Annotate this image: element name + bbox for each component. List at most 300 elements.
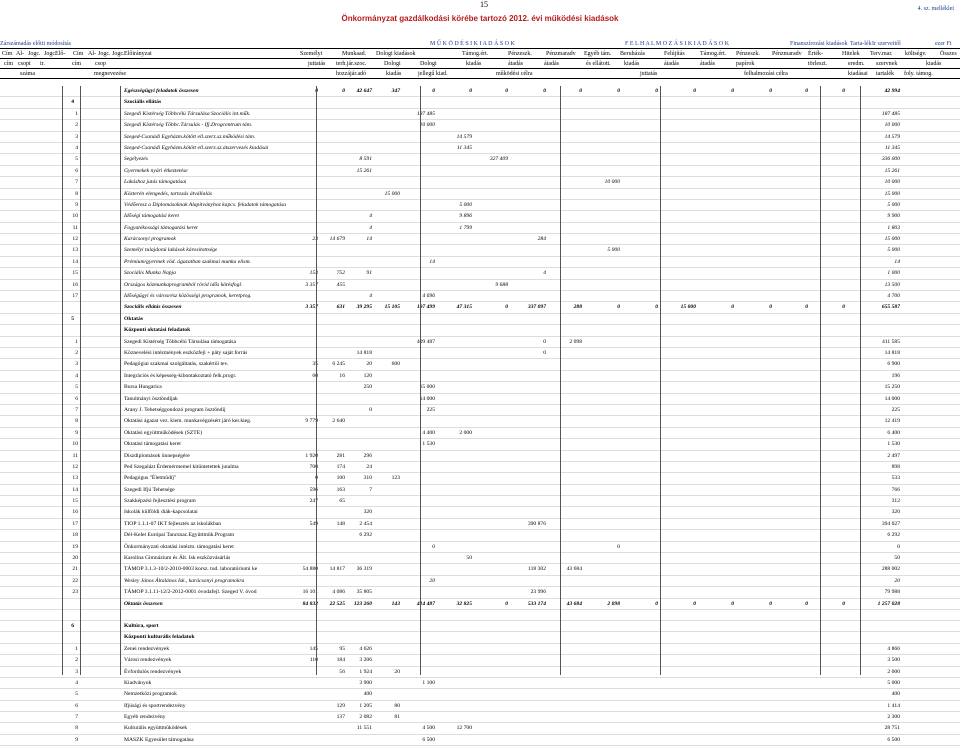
- cell-value: 1 803: [887, 224, 900, 231]
- cell-value: 15 105: [384, 304, 400, 311]
- cell-value: 0: [315, 88, 318, 94]
- row-number: 15: [72, 498, 78, 505]
- cell-value: 23: [312, 236, 318, 243]
- table-row: [0, 451, 960, 462]
- cell-value: 16: [339, 372, 345, 379]
- header-column-label: Jogc.: [28, 51, 41, 57]
- row-number: 4: [75, 144, 78, 151]
- cell-value: 20: [429, 577, 435, 584]
- table-row: [0, 485, 960, 496]
- header-column-label: Al-: [88, 51, 96, 57]
- table-row: [0, 689, 960, 700]
- header-column-label: Támog.ért.: [700, 51, 727, 57]
- cell-value: 0: [469, 88, 472, 94]
- cell-value: 225: [891, 406, 900, 413]
- header-column-label: hozzájár.adó: [336, 71, 367, 77]
- table-row: [0, 587, 960, 598]
- row-number: 3: [75, 361, 78, 368]
- page-title: Önkormányzat gazdálkodási körébe tartozó 2012. évi működési kiadások: [341, 14, 619, 23]
- cell-value: 174: [336, 463, 345, 470]
- cell-value: 14: [429, 258, 435, 265]
- row-number: 2: [75, 349, 78, 356]
- header-group-label: Finanszírozási kiadások: [790, 41, 848, 47]
- cell-value: 14 817: [329, 566, 345, 573]
- table-row: [0, 245, 960, 256]
- row-number: 16: [72, 509, 78, 516]
- table-row: [0, 291, 960, 302]
- table-row: [0, 166, 960, 177]
- row-number: 5: [75, 156, 78, 163]
- table-row: [0, 325, 960, 336]
- header-column-label: Hitelek: [842, 51, 860, 57]
- cell-value: 312: [891, 498, 900, 505]
- cell-value: 0: [769, 600, 772, 607]
- row-number: 6: [75, 167, 78, 174]
- cell-value: 10 000: [604, 179, 620, 186]
- header-column-label: Beruházás: [620, 51, 645, 57]
- row-label: Integrációs és képesség-kibontakoztató felk.progr.: [124, 372, 237, 379]
- row-label: Országos közmunkaprogramból rövid idős kötésfogl.: [124, 281, 243, 288]
- row-number: 5: [71, 315, 74, 322]
- header-column-label: Jogc.: [98, 51, 111, 57]
- header-column-label: kiadás: [386, 71, 402, 77]
- row-label: Szeged-Csanádi Egyházm.kötött ell.szerz.sz.működési tám.: [124, 133, 256, 140]
- row-number: 14: [72, 258, 78, 265]
- cell-value: 288: [573, 304, 582, 311]
- table-row: [0, 519, 960, 530]
- row-number: 11: [72, 224, 78, 231]
- row-label: Köznevelési intézmények eszközfejl + páty saját forrás: [124, 349, 248, 356]
- row-label: Karolina Gimnázium és Ált. Isk eszközvásárlás: [124, 555, 231, 562]
- header-column-label: kiadás: [466, 61, 482, 67]
- column-rule: [420, 86, 421, 675]
- row-label: Prémium/gyermek vöd. ágazatban szakmai munka elism.: [124, 258, 251, 265]
- cell-value: 14 000: [419, 395, 435, 402]
- cell-value: 1 000: [887, 270, 900, 277]
- cell-value: 0: [693, 600, 696, 607]
- cell-value: 0: [315, 475, 318, 482]
- cell-value: 394 027: [881, 520, 900, 527]
- cell-value: 43 684: [566, 566, 582, 573]
- header-rule: [0, 68, 960, 69]
- cell-value: 9 896: [459, 213, 472, 220]
- cell-value: 184: [336, 657, 345, 664]
- cell-value: 533: [891, 475, 900, 482]
- cell-value: 12 419: [884, 418, 900, 425]
- cell-value: 60: [312, 372, 318, 379]
- row-number: 23: [72, 589, 78, 596]
- cell-value: 187 485: [881, 110, 900, 117]
- cell-value: 0: [805, 304, 808, 311]
- cell-value: 0: [769, 88, 772, 94]
- cell-value: 400: [891, 691, 900, 698]
- table-row: [0, 462, 960, 473]
- cell-value: 0: [543, 338, 546, 345]
- row-number: 15: [72, 270, 78, 277]
- cell-value: 2 098: [607, 600, 620, 607]
- row-number: 3: [75, 668, 78, 675]
- row-label: Védőeresz a Diplomásoknak Alapítványhoz kapcs. feladatok támogatása: [124, 201, 287, 208]
- row-label: Diszdiplomások ünnepségére: [124, 452, 190, 459]
- header-column-label: Munkaad.: [342, 51, 367, 57]
- header-column-label: Érték-: [808, 51, 823, 57]
- row-label: Karácsonyi programok: [124, 236, 176, 243]
- cell-value: 898: [891, 463, 900, 470]
- cell-value: 1 799: [459, 224, 472, 231]
- row-label: Oktatási együttműködések (SZTE): [124, 429, 202, 436]
- table-row: [0, 337, 960, 348]
- cell-value: 1 530: [887, 441, 900, 448]
- header-column-label: átadás: [544, 61, 559, 67]
- table-row: [0, 86, 960, 97]
- cell-value: 1 205: [359, 702, 372, 709]
- header-column-label: Támog.ért.: [462, 51, 489, 57]
- row-number: 11: [72, 452, 78, 459]
- header-column-label: Pénzmaradv: [772, 51, 802, 57]
- table-row: [0, 211, 960, 222]
- cell-value: 11 345: [457, 144, 472, 151]
- row-label: Pedagógiai szakmai szolgáltatás, szakértői tev.: [124, 361, 229, 368]
- cell-value: 0: [655, 600, 658, 607]
- header-column-label: átadás: [508, 61, 523, 67]
- cell-value: 2 000: [459, 429, 472, 436]
- cell-value: 766: [891, 486, 900, 493]
- row-number: 17: [72, 520, 78, 527]
- header-column-label: Felújítás: [664, 51, 685, 57]
- row-label: Időségügyi és városrész közösségi programok, keretprog.: [124, 293, 252, 300]
- cell-value: 3 500: [887, 657, 900, 664]
- cell-value: 5 000: [459, 201, 472, 208]
- cell-value: 0: [617, 543, 620, 550]
- cell-value: 15 000: [884, 190, 900, 197]
- cell-value: 118 302: [528, 566, 546, 573]
- cell-value: 390 876: [527, 520, 546, 527]
- row-label: Szegedi Ifjú Tehetsége: [124, 486, 175, 493]
- header-column-label: csop: [95, 61, 106, 67]
- table-row: [0, 302, 960, 313]
- row-label: TIOP 1.1.1-07 IKT fejlesztés az iskolákban: [124, 520, 222, 527]
- cell-value: 1 257 028: [877, 600, 900, 607]
- row-label: Szociális ellátás: [124, 99, 162, 106]
- header-column-label: Jogc.: [112, 51, 125, 57]
- header-rule: [0, 78, 960, 79]
- row-label: Gyermekek nyári étkeztetése: [124, 167, 188, 174]
- header-column-label: Al-: [16, 51, 24, 57]
- cell-value: 2 098: [569, 338, 582, 345]
- cell-value: 28 751: [884, 725, 900, 732]
- cell-value: 32 825: [456, 600, 472, 607]
- table-row: [0, 359, 960, 370]
- cell-value: 56: [339, 668, 345, 675]
- header-column-label: cím: [72, 61, 81, 67]
- cell-value: 6 292: [887, 532, 900, 539]
- header-column-label: száma: [20, 71, 35, 77]
- cell-value: 39 295: [356, 304, 372, 311]
- cell-value: 336 000: [881, 156, 900, 163]
- cell-value: 35 805: [356, 589, 372, 596]
- row-number: 12: [72, 463, 78, 470]
- header-column-label: Dologi: [384, 61, 401, 67]
- cell-value: 400: [363, 691, 372, 698]
- table-row: [0, 405, 960, 416]
- cell-value: 0: [505, 88, 508, 94]
- row-label: Központi oktatási feladatok: [124, 327, 191, 334]
- row-label: Időségi támogatási keret: [124, 213, 180, 220]
- row-label: Szegedi Kistérség Többcélú Társulása támogatása: [124, 338, 236, 345]
- table-row: [0, 610, 960, 621]
- column-rule: [860, 86, 861, 675]
- header-column-label: Személyi: [300, 51, 323, 57]
- cell-value: 0: [369, 406, 372, 413]
- cell-value: 5 000: [607, 247, 620, 254]
- row-label: Szociális Munka Napja: [124, 270, 176, 277]
- table-row: [0, 667, 960, 678]
- row-label: Ped Szegalázt Érdemérmemel kitüntetettek jutalma: [124, 463, 239, 470]
- annex-label: 4. sz. melléklet: [917, 6, 954, 12]
- cell-value: 24: [366, 463, 372, 470]
- cell-value: 0: [897, 543, 900, 550]
- cell-value: 43 684: [566, 600, 582, 607]
- cell-value: 12 700: [456, 725, 472, 732]
- row-number: 10: [72, 441, 78, 448]
- cell-value: 14: [366, 236, 372, 243]
- row-number: 17: [72, 293, 78, 300]
- row-label: Nemzetközi programok: [124, 691, 177, 698]
- cell-value: 1 100: [422, 679, 435, 686]
- cell-value: 197 499: [416, 304, 435, 311]
- cell-value: 145: [309, 645, 318, 652]
- table-row: [0, 599, 960, 610]
- cell-value: 247: [309, 498, 318, 505]
- cell-value: 9 900: [887, 213, 900, 220]
- cell-value: 153: [309, 270, 318, 277]
- header-column-label: Cím: [2, 51, 13, 57]
- table-row: [0, 416, 960, 427]
- column-rule: [820, 86, 821, 675]
- row-number: 6: [75, 395, 78, 402]
- cell-value: 0: [805, 88, 808, 94]
- header-column-label: terh.jár.szoc.: [336, 61, 367, 67]
- row-label: Egészségügyi feladatok összesen: [124, 88, 199, 94]
- row-number: 7: [75, 179, 78, 186]
- cell-value: 4 626: [359, 645, 372, 652]
- cell-value: 600: [391, 361, 400, 368]
- cell-value: 20: [394, 668, 400, 675]
- cell-value: 700: [309, 463, 318, 470]
- header-group-label: M Ű K Ö D É S I K I A D Á S O K: [430, 41, 515, 47]
- cell-value: 0: [842, 600, 845, 607]
- cell-value: 549: [309, 520, 318, 527]
- table-row: [0, 530, 960, 541]
- cell-value: 1 530: [422, 441, 435, 448]
- cell-value: 100: [336, 475, 345, 482]
- header-group-label: Ir szerveitől: [872, 41, 901, 47]
- table-row: [0, 371, 960, 382]
- table-row: [0, 553, 960, 564]
- row-number: 5: [75, 384, 78, 391]
- row-number: 14: [72, 486, 78, 493]
- row-number: 12: [72, 236, 78, 243]
- cell-value: 80: [394, 702, 400, 709]
- table-row: [0, 223, 960, 234]
- cell-value: 2 082: [359, 714, 372, 721]
- cell-value: 2 497: [887, 452, 900, 459]
- table-row: [0, 564, 960, 575]
- row-label: MASZK Egyesület támogatása: [124, 736, 194, 743]
- cell-value: 6 400: [887, 429, 900, 436]
- row-label: Oktatás összesen: [124, 600, 163, 607]
- row-label: Fogyatékossági támogatási keret: [124, 224, 198, 231]
- cell-value: 0: [805, 600, 808, 607]
- cell-value: 4 866: [887, 645, 900, 652]
- header-column-label: Terv.mar.: [870, 51, 893, 57]
- cell-value: 14: [894, 258, 900, 265]
- cell-value: 79 988: [884, 589, 900, 596]
- row-label: Személyi tulajdonú lakások károsítottsége: [124, 247, 218, 254]
- row-number: 6: [75, 702, 78, 709]
- table-row: [0, 439, 960, 450]
- table-row: [0, 621, 960, 632]
- row-number: 7: [75, 406, 78, 413]
- cell-value: 13 500: [884, 281, 900, 288]
- header-column-label: juttatás: [308, 61, 326, 67]
- table-row: [0, 644, 960, 655]
- row-label: Szegedi Kistérség Többc.Társulás - Ifj.Drogcentrum tám.: [124, 122, 253, 129]
- cell-value: 284: [537, 236, 546, 243]
- header-column-label: költségv.: [905, 51, 927, 57]
- row-number: 20: [72, 555, 78, 562]
- row-number: 18: [72, 532, 78, 539]
- cell-value: 16 101: [302, 589, 318, 596]
- row-label: Pedagógus "Életmûdíj": [124, 475, 177, 482]
- cell-value: 10 000: [884, 122, 900, 129]
- cell-value: 14 679: [329, 236, 345, 243]
- header-column-label: cím: [4, 61, 13, 67]
- header-rule: [0, 48, 960, 49]
- table-row: [0, 655, 960, 666]
- cell-value: 11 551: [356, 725, 372, 732]
- cell-value: 0: [617, 88, 620, 94]
- cell-value: 91: [366, 270, 372, 277]
- cell-value: 320: [891, 509, 900, 516]
- cell-value: 1 920: [305, 452, 318, 459]
- cell-value: 47 315: [456, 304, 472, 311]
- cell-value: 50: [894, 555, 900, 562]
- cell-value: 110: [309, 657, 318, 664]
- cell-value: 42 647: [356, 88, 372, 94]
- cell-value: 631: [336, 304, 345, 311]
- cell-value: 288 002: [881, 566, 900, 573]
- cell-value: 137: [336, 714, 345, 721]
- cell-value: 7: [369, 486, 372, 493]
- row-number: 10: [72, 213, 78, 220]
- cell-value: 3 206: [359, 657, 372, 664]
- header-column-label: átadás: [664, 61, 679, 67]
- table-row: [0, 257, 960, 268]
- cell-value: 163: [336, 486, 345, 493]
- cell-value: 11 345: [885, 144, 900, 151]
- cell-value: 4 400: [422, 429, 435, 436]
- cell-value: 15 250: [884, 384, 900, 391]
- row-label: TÁMOP 3.1.11-12/2-2012-0001 óvodafejl. Szeged V. óvod: [124, 589, 257, 596]
- row-label: Szeged-Csanádi Egyházm.kötött ell.szerz.sz.átszervezés kiadásai: [124, 144, 269, 151]
- row-label: Segélyezés: [124, 156, 148, 163]
- cell-value: 14 000: [884, 395, 900, 402]
- cell-value: 3 900: [359, 679, 372, 686]
- row-label: Kiadványok: [124, 679, 152, 686]
- cell-value: 0: [655, 88, 658, 94]
- cell-value: 4: [369, 293, 372, 300]
- table-row: [0, 314, 960, 325]
- cell-value: 6 292: [359, 532, 372, 539]
- cell-value: 5 000: [887, 679, 900, 686]
- cell-value: 22 525: [329, 600, 345, 607]
- header-column-label: szervnek: [876, 61, 898, 67]
- row-label: Iskolák külföldi diák-kapcsolatai: [124, 509, 198, 516]
- header-column-label: Elő-: [55, 51, 66, 57]
- cell-value: 4: [543, 270, 546, 277]
- cell-value: 0: [769, 304, 772, 311]
- header-column-label: Cím: [73, 51, 84, 57]
- header-column-label: törleszt.: [808, 61, 828, 67]
- table-row: [0, 177, 960, 188]
- row-number: 9: [75, 429, 78, 436]
- column-rule: [316, 86, 317, 675]
- cell-value: 5 000: [887, 201, 900, 208]
- cell-value: 120: [363, 372, 372, 379]
- header-column-label: kiadásai: [848, 71, 868, 77]
- table-row: [0, 200, 960, 211]
- row-number: 1: [75, 110, 78, 117]
- row-label: Szegedi Kistérség Többcélú Társulása Szociális int.műk.: [124, 110, 251, 117]
- cell-value: 411 585: [882, 338, 900, 345]
- row-label: Szakképzési fejlesztési program: [124, 498, 196, 505]
- cell-value: 4 700: [887, 293, 900, 300]
- column-rule: [80, 86, 81, 675]
- row-label: Városi rendezvények: [124, 657, 172, 664]
- cell-value: 310: [363, 475, 372, 482]
- cell-value: 0: [505, 304, 508, 311]
- cell-value: 327 409: [489, 156, 508, 163]
- header-column-label: ir.: [40, 61, 45, 67]
- cell-value: 0: [432, 543, 435, 550]
- cell-value: 95: [339, 645, 345, 652]
- row-label: Wesley János Általános Isk., karácsonyi programokra: [124, 577, 245, 584]
- cell-value: 15 000: [384, 190, 400, 197]
- table-row: [0, 507, 960, 518]
- cell-value: 84 832: [302, 600, 318, 607]
- row-number: 5: [75, 691, 78, 698]
- cell-value: 2 300: [887, 714, 900, 721]
- table-row: [0, 632, 960, 643]
- cell-value: 4 696: [422, 293, 435, 300]
- cell-value: 4 500: [422, 725, 435, 732]
- cell-value: 0: [579, 88, 582, 94]
- table-row: [0, 143, 960, 154]
- cell-value: 0: [432, 88, 435, 94]
- cell-value: 0: [731, 88, 734, 94]
- row-label: Oktatás: [124, 315, 143, 322]
- table-row: [0, 382, 960, 393]
- cell-value: 196: [891, 372, 900, 379]
- row-number: 1: [75, 645, 78, 652]
- cell-value: 20: [894, 577, 900, 584]
- cell-value: 1 924: [359, 668, 372, 675]
- row-label: Dél-Kelet Európai Tancsnac.Együttmûk.Program: [124, 532, 235, 539]
- header-column-label: kiadás: [926, 61, 942, 67]
- cell-value: 15 000: [884, 236, 900, 243]
- header-column-label: jellegű kiad.: [418, 71, 448, 77]
